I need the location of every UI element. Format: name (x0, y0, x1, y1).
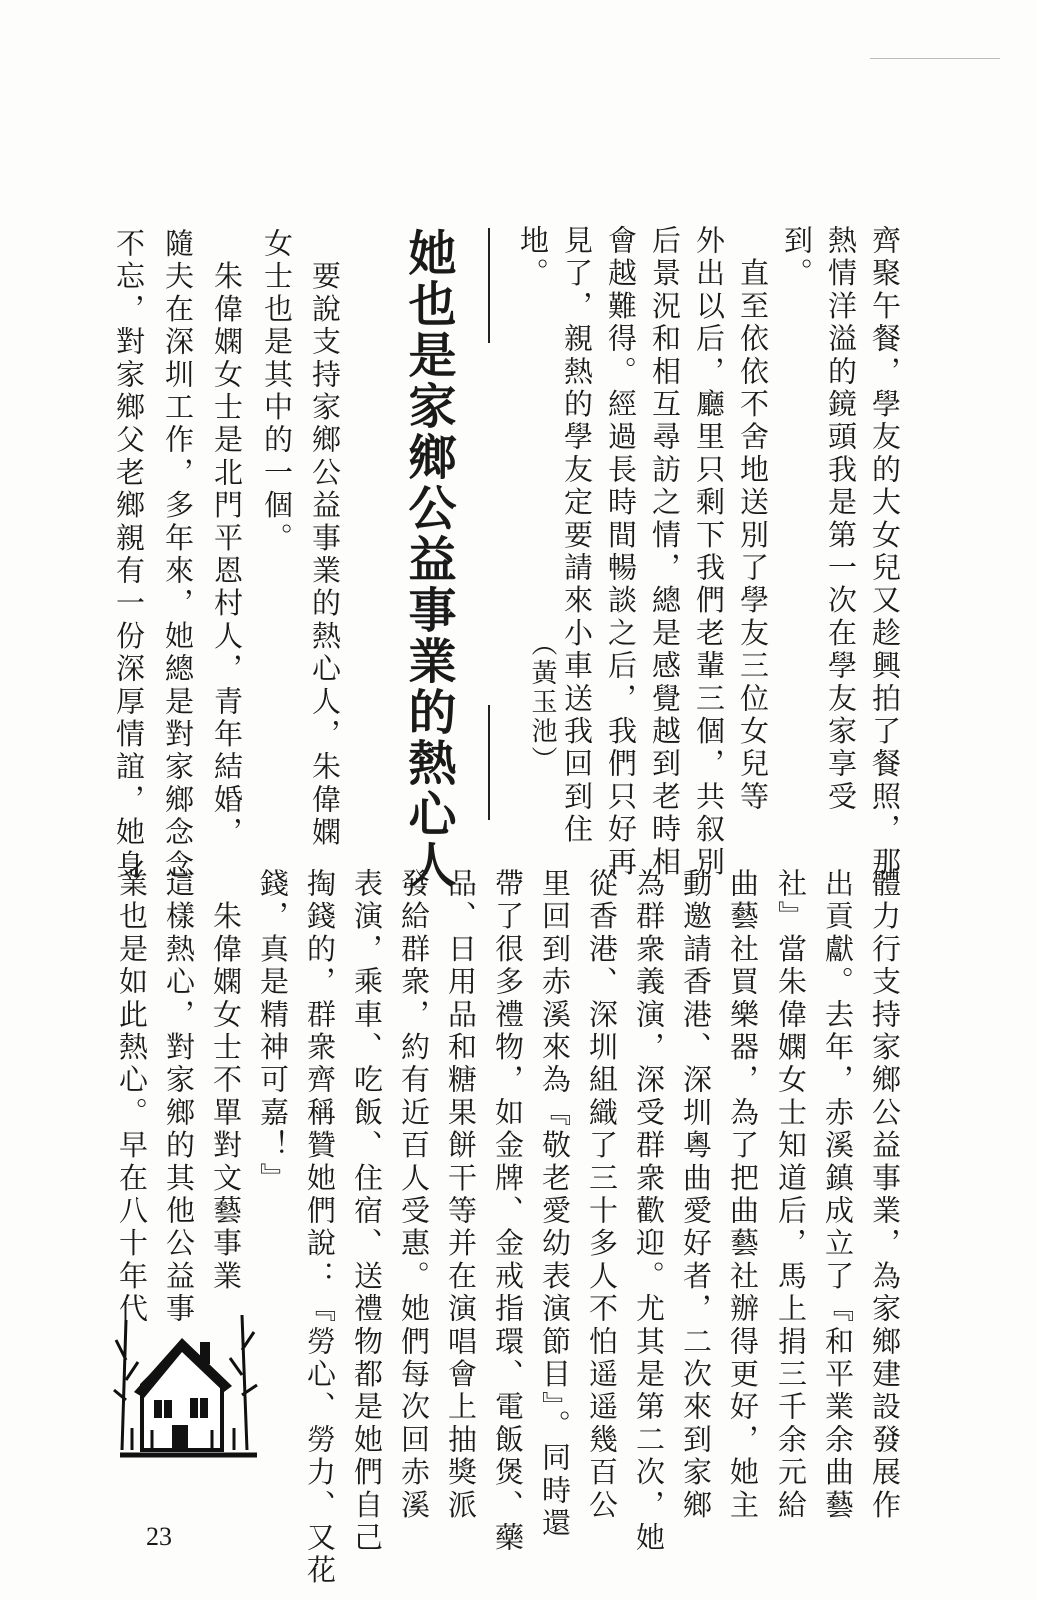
upper-column-2: 熱情洋溢的鏡頭我是第一次在學友家享受 (824, 225, 858, 814)
page-number: 23 (146, 1522, 172, 1551)
upper-column-4: 直至依依不舍地送別了學友三位女兒等 (736, 225, 770, 814)
lower-column-7: 從香港、深圳組織了三十多人不怕遥遥幾百公 (585, 868, 619, 1522)
lower-column-9: 帶了很多禮物，如金牌、金戒指環、電飯煲、藥 (491, 868, 525, 1555)
lower-column-2: 出貢獻。去年，赤溪鎮成立了『和平業余曲藝 (821, 868, 855, 1522)
article-column-5: 不忘，對家鄉父老鄉親有一份深厚情誼，她身 (112, 228, 146, 882)
lower-column-5: 動邀請香港、深圳粵曲愛好者，二次來到家鄉 (679, 868, 713, 1522)
lower-column-16: 這樣熱心，對家鄉的其他公益事 (162, 868, 196, 1326)
upper-column-9: 地。 (516, 225, 550, 291)
house-illustration (112, 1300, 262, 1460)
scan-artifact-line (870, 58, 1000, 59)
author-byline: （黃玉池） (527, 630, 557, 775)
lower-column-8: 里回到赤溪來為『敬老愛幼表演節目』。同時還 (538, 868, 572, 1541)
lower-column-4: 曲藝社買樂器，為了把曲藝社辦得更好，她主 (726, 868, 760, 1522)
article-column-4: 隨夫在深圳工作，多年來，她總是對家鄉念念 (161, 228, 195, 882)
lower-column-13: 掏錢的，群衆齊稱贊她們說：『勞心、勞力、又花 (303, 868, 337, 1588)
upper-column-6: 后景況和相互尋訪之情，總是感覺越到老時相 (648, 225, 682, 879)
lower-column-14: 錢，真是精神可嘉！』 (256, 868, 290, 1195)
article-column-1: 要說支持家鄉公益事業的熱心人，朱偉嫻 (308, 228, 342, 850)
upper-column-5: 外出以后，廳里只剩下我們老輩三個，共叙別 (692, 225, 726, 879)
lower-column-12: 表演，乘車、吃飯、住宿、送禮物都是她們自己 (350, 868, 384, 1555)
upper-column-8: 見了，親熱的學友定要請來小車送我回到住 (560, 225, 594, 847)
upper-column-7: 會越難得。經過長時間暢談之后，我們只好再 (604, 225, 638, 879)
lower-column-15: 朱偉嫻女士不單對文藝事業 (209, 868, 243, 1294)
lower-column-11: 發給群衆，約有近百人受惠。她們每次回赤溪 (397, 868, 431, 1522)
lower-column-17: 業也是如此熱心。早在八十年代 (115, 868, 149, 1326)
lower-column-6: 為群衆義演，深受群衆歡迎。尤其是第二次，她 (632, 868, 666, 1555)
article-title: 她也是家鄉公益事業的熱心人 (400, 228, 456, 891)
title-rule-bottom (488, 705, 490, 820)
lower-column-1: 體力行支持家鄉公益事業，為家鄉建設發展作 (868, 868, 902, 1522)
article-column-3: 朱偉嫻女士是北門平恩村人，青年結婚， (210, 228, 244, 850)
upper-column-1: 齊聚午餐，學友的大女兒又趁興拍了餐照，那 (868, 225, 902, 879)
title-rule-top (488, 228, 490, 343)
upper-column-3: 到。 (780, 225, 814, 291)
lower-column-10: 品、日用品和糖果餅干等并在演唱會上抽獎派 (444, 868, 478, 1522)
article-column-2: 女士也是其中的一個。 (260, 228, 294, 555)
lower-column-3: 社』當朱偉嫻女士知道后，馬上捐三千余元給 (774, 868, 808, 1522)
